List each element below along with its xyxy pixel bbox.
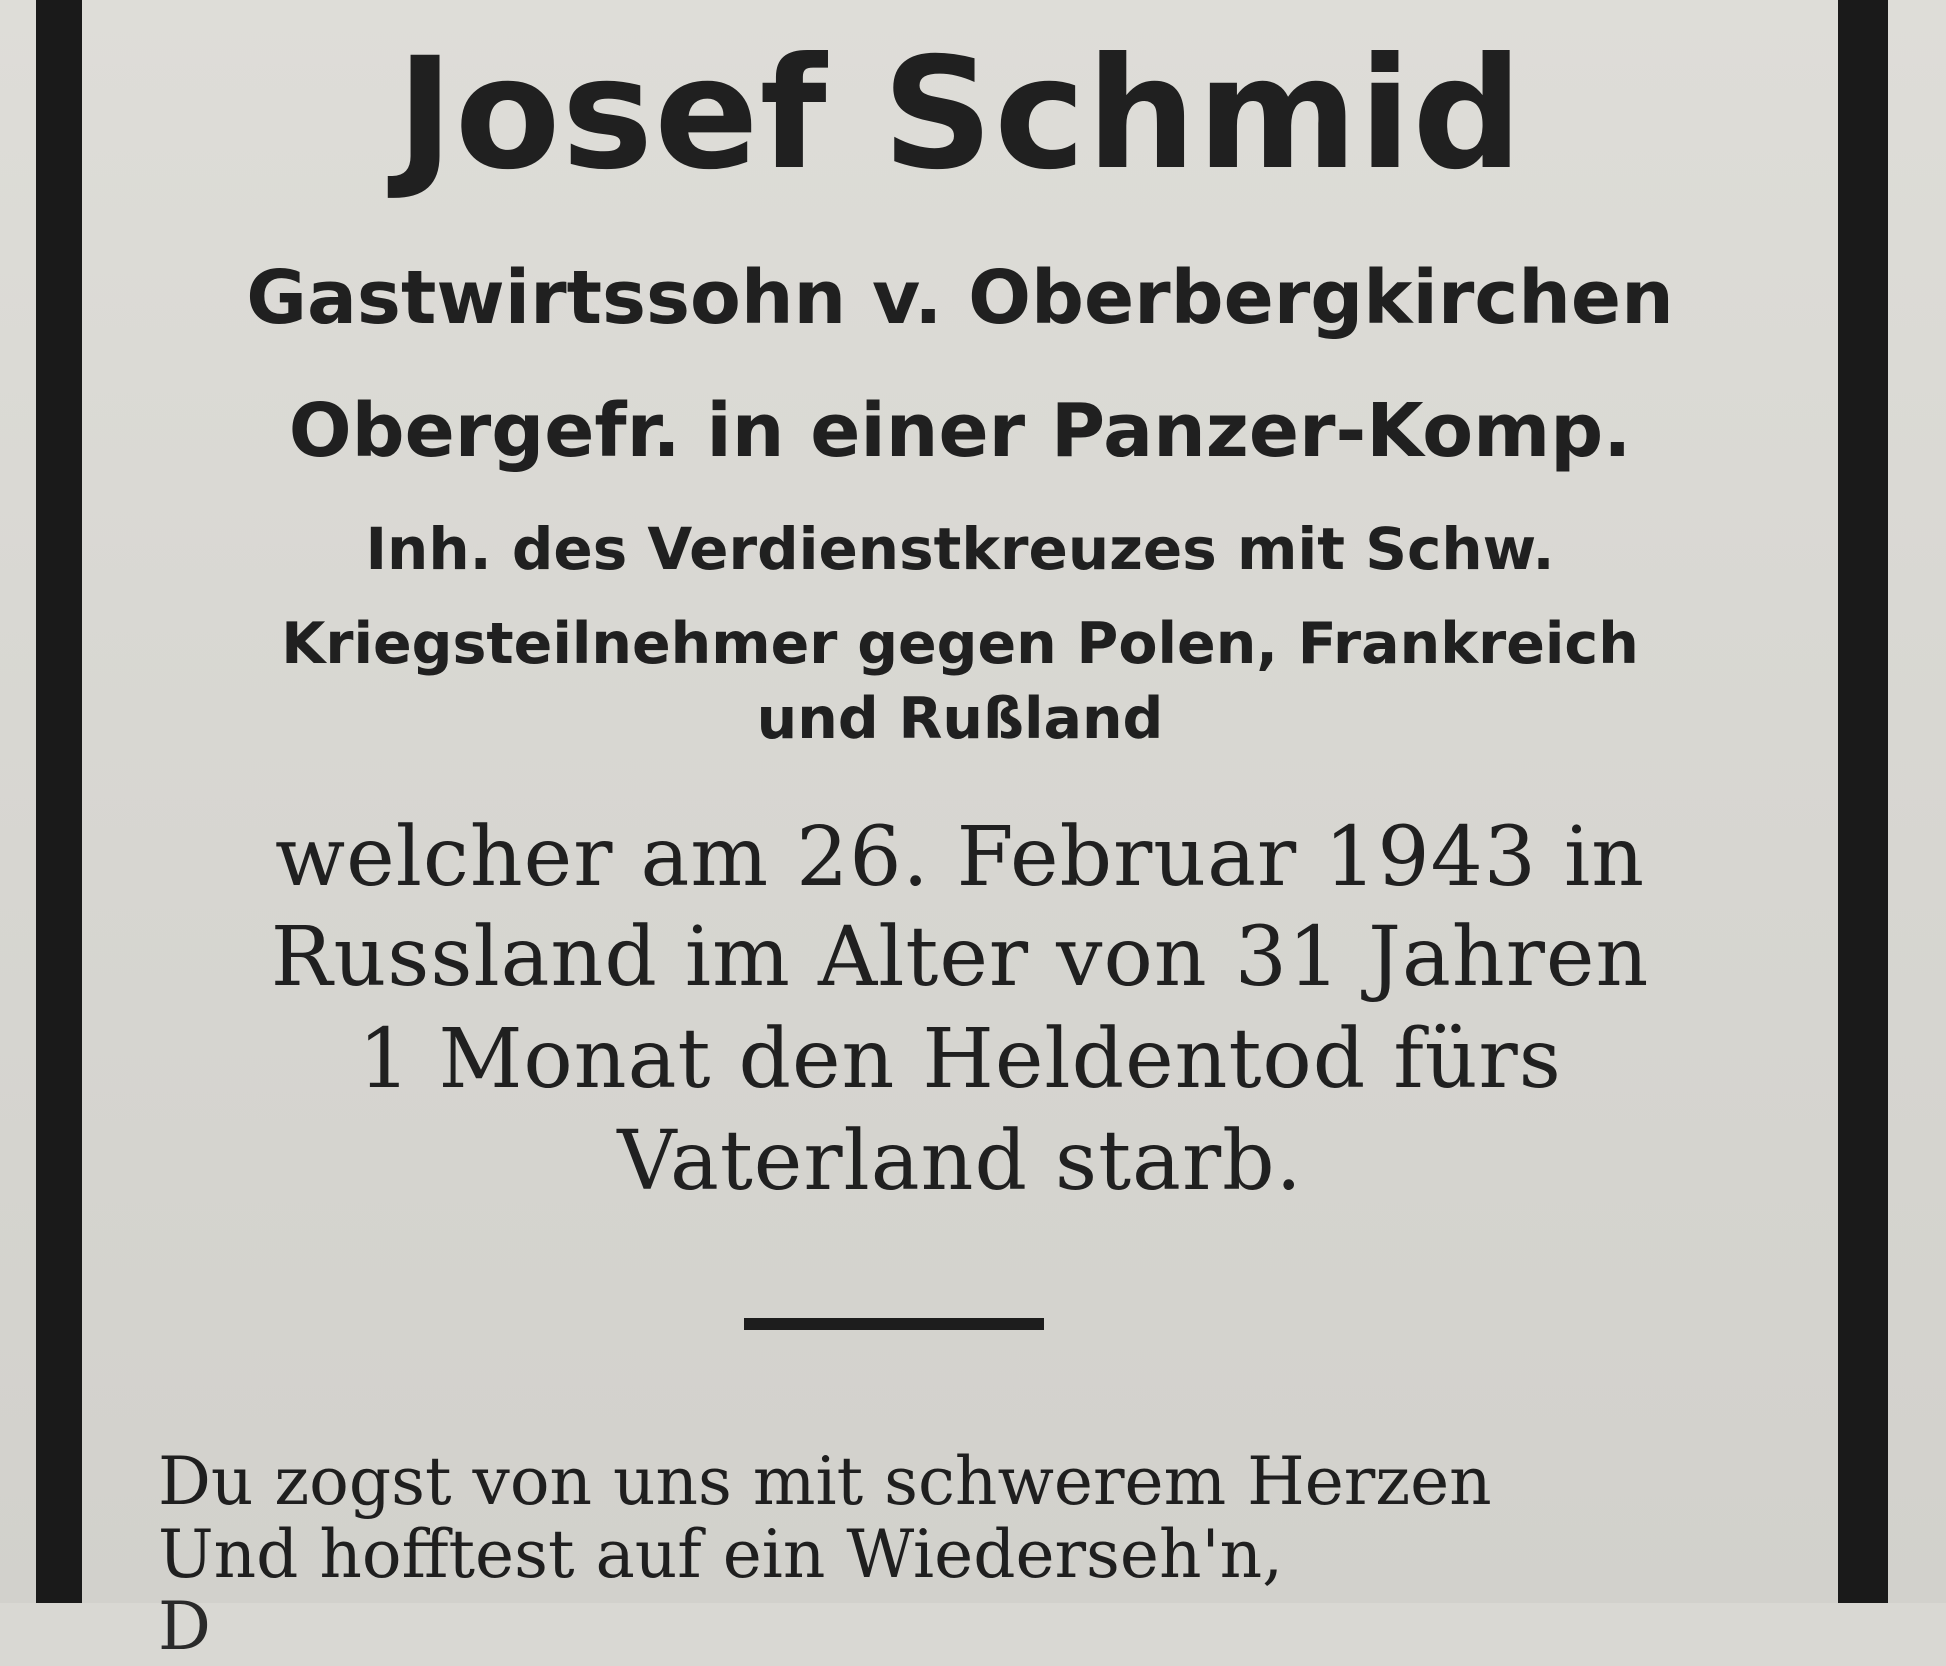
right-mourning-border	[1838, 0, 1888, 1603]
campaigns-line-2: und Rußland	[756, 686, 1164, 752]
poem-line-1: Du zogst von uns mit schwerem Herzen	[158, 1443, 1492, 1520]
origin-line: Gastwirtssohn v. Oberbergkirchen	[246, 255, 1674, 341]
poem-line-2: Und hofftest auf ein Wiederseh'n,	[158, 1516, 1284, 1593]
poem-line-3-partial: D	[158, 1588, 211, 1665]
death-notice-line-3: 1 Monat den Heldentod fürs	[358, 1012, 1562, 1107]
card-content	[82, 0, 1838, 1603]
death-notice-line-2: Russland im Alter von 31 Jahren	[270, 910, 1650, 1005]
death-notice-line-4: Vaterland starb.	[617, 1114, 1303, 1209]
deceased-name: Josef Schmid	[396, 25, 1524, 204]
rank-line: Obergefr. in einer Panzer-Komp.	[288, 388, 1632, 474]
left-mourning-border	[36, 0, 82, 1603]
death-notice-line-1: welcher am 26. Februar 1943 in	[274, 810, 1646, 905]
campaigns-line-1: Kriegsteilnehmer gegen Polen, Frankreich	[281, 611, 1639, 677]
section-divider	[744, 1318, 1044, 1330]
decoration-line: Inh. des Verdienstkreuzes mit Schw.	[365, 515, 1555, 583]
